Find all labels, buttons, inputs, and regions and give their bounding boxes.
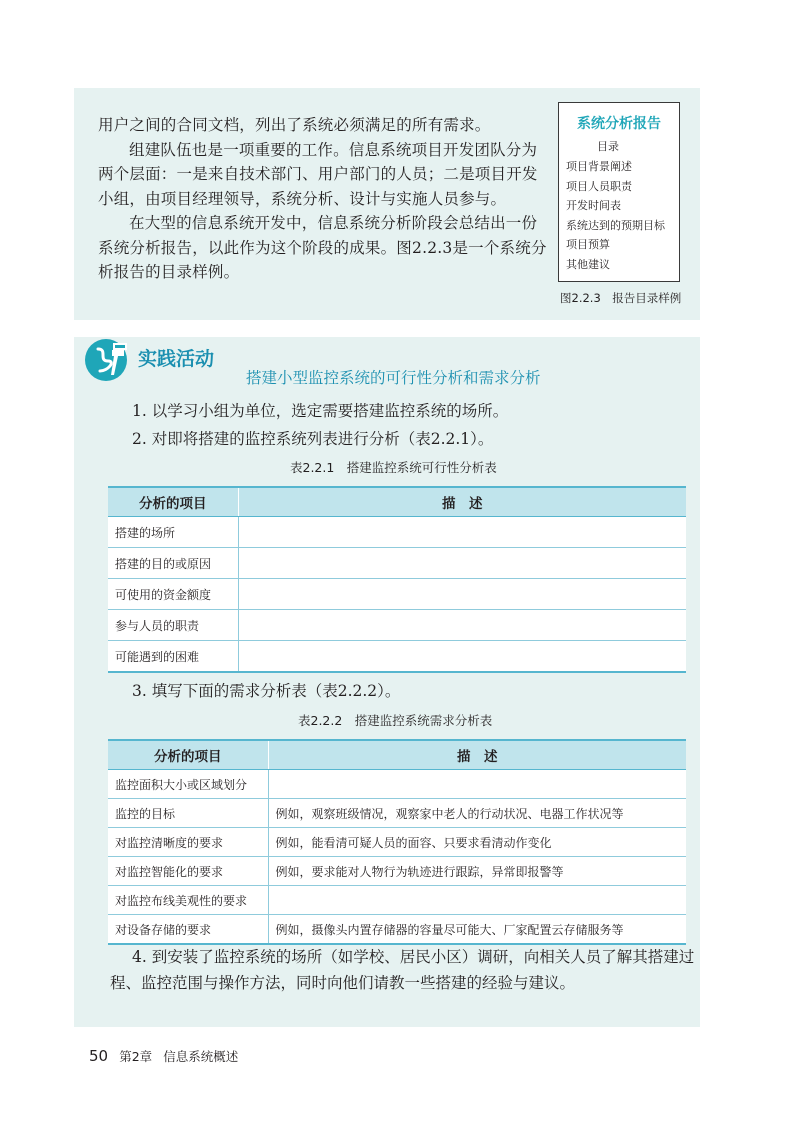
table2-caption: 表2.2.2 搭建监控系统需求分析表 (298, 713, 493, 728)
requirements-table (108, 739, 686, 945)
intro-paragraph-2: 组建队伍也是一项重要的工作。信息系统项目开发团队分为两个层面：一是来自技术部门、用户部门的人员；二是项目开发小组，由项目经理领导，系统分析、设计与实施人员参与。 (98, 140, 538, 208)
report-toc-heading: 目录 (597, 140, 619, 153)
table-cell (268, 770, 686, 799)
table-cell (238, 548, 686, 579)
activity-title: 搭建小型监控系统的可行性分析和需求分析 (246, 369, 541, 387)
table-cell (238, 610, 686, 641)
activity-step-4: 4. 到安装了监控系统的场所（如学校、居民小区）调研，向相关人员了解其搭建过程、监控范围与操作方法，同时向他们请教一些搭建的经验与建议。 (110, 948, 695, 992)
activity-label: 实践活动 (138, 348, 215, 370)
table-cell: 监控的目标 (108, 799, 268, 828)
intro-paragraph-1: 用户之间的合同文档，列出了系统必须满足的所有需求。 (98, 116, 491, 134)
report-toc-item: 开发时间表 (566, 199, 621, 212)
table-row (108, 770, 686, 799)
table-header-row (108, 487, 686, 517)
table-cell: 对监控清晰度的要求 (108, 828, 268, 857)
report-toc-item: 项目人员职责 (566, 179, 632, 193)
table-row (108, 579, 686, 610)
report-toc-item: 其他建议 (566, 257, 610, 271)
report-toc-item: 项目背景阐述 (566, 160, 632, 173)
table-row (108, 799, 686, 828)
page-number: 50 (89, 1047, 109, 1065)
page-footer (89, 1046, 238, 1065)
table-header-cell: 分析的项目 (108, 487, 238, 517)
intro-text (98, 113, 550, 285)
activity-step-1: 1. 以学习小组为单位，选定需要搭建监控系统的场所。 (132, 402, 509, 420)
table-cell (238, 579, 686, 610)
table-row (108, 548, 686, 579)
table-cell: 例如，观察班级情况，观察家中老人的行动状况、电器工作状况等 (268, 799, 686, 828)
table-cell (268, 886, 686, 915)
activity-step-2: 2. 对即将搭建的监控系统列表进行分析（表2.2.1）。 (132, 430, 494, 448)
table-row (108, 828, 686, 857)
activity-step-3: 3. 填写下面的需求分析表（表2.2.2）。 (132, 682, 401, 700)
table-row (108, 517, 686, 548)
table-row (108, 610, 686, 641)
table-cell: 对监控智能化的要求 (108, 857, 268, 886)
report-title: 系统分析报告 (577, 116, 661, 132)
intro-paragraph-3: 在大型的信息系统开发中，信息系统分析阶段会总结出一份系统分析报告，以此作为这个阶段的成果。图2.2.3是一个系统分析报告的目录样例。 (98, 214, 547, 281)
practice-activity-icon (84, 335, 132, 383)
table-cell: 参与人员的职责 (108, 610, 238, 641)
table-cell: 对设备存储的要求 (108, 915, 268, 945)
table-row (108, 915, 686, 945)
table-row (108, 857, 686, 886)
table-cell: 搭建的目的或原因 (108, 548, 238, 579)
chapter-label: 第2章 (119, 1049, 153, 1064)
report-toc-item: 系统达到的预期目标 (566, 218, 665, 232)
figure-caption: 图2.2.3 报告目录样例 (560, 291, 682, 305)
report-toc-figure (558, 102, 680, 282)
table-header-cell: 描 述 (238, 487, 686, 517)
table-header-row (108, 740, 686, 770)
table-cell: 对监控布线美观性的要求 (108, 886, 268, 915)
table-cell: 例如，能看清可疑人员的面容、只要求看清动作变化 (268, 828, 686, 857)
table-cell: 监控面积大小或区域划分 (108, 770, 268, 799)
table-row (108, 886, 686, 915)
report-toc-list (566, 157, 665, 274)
table-cell (238, 517, 686, 548)
table-cell: 可能遇到的困难 (108, 641, 238, 673)
table-header-cell: 分析的项目 (108, 740, 268, 770)
table1-caption: 表2.2.1 搭建监控系统可行性分析表 (290, 460, 497, 475)
feasibility-table (108, 486, 686, 673)
table-cell: 搭建的场所 (108, 517, 238, 548)
table-cell (238, 641, 686, 673)
table-cell: 例如，要求能对人物行为轨迹进行跟踪，异常即报警等 (268, 857, 686, 886)
table-cell: 可使用的资金额度 (108, 579, 238, 610)
chapter-title: 信息系统概述 (163, 1049, 239, 1064)
table-row (108, 641, 686, 673)
report-toc-item: 项目预算 (566, 238, 610, 251)
table-header-cell: 描 述 (268, 740, 686, 770)
table-cell: 例如，摄像头内置存储器的容量尽可能大、厂家配置云存储服务等 (268, 915, 686, 945)
